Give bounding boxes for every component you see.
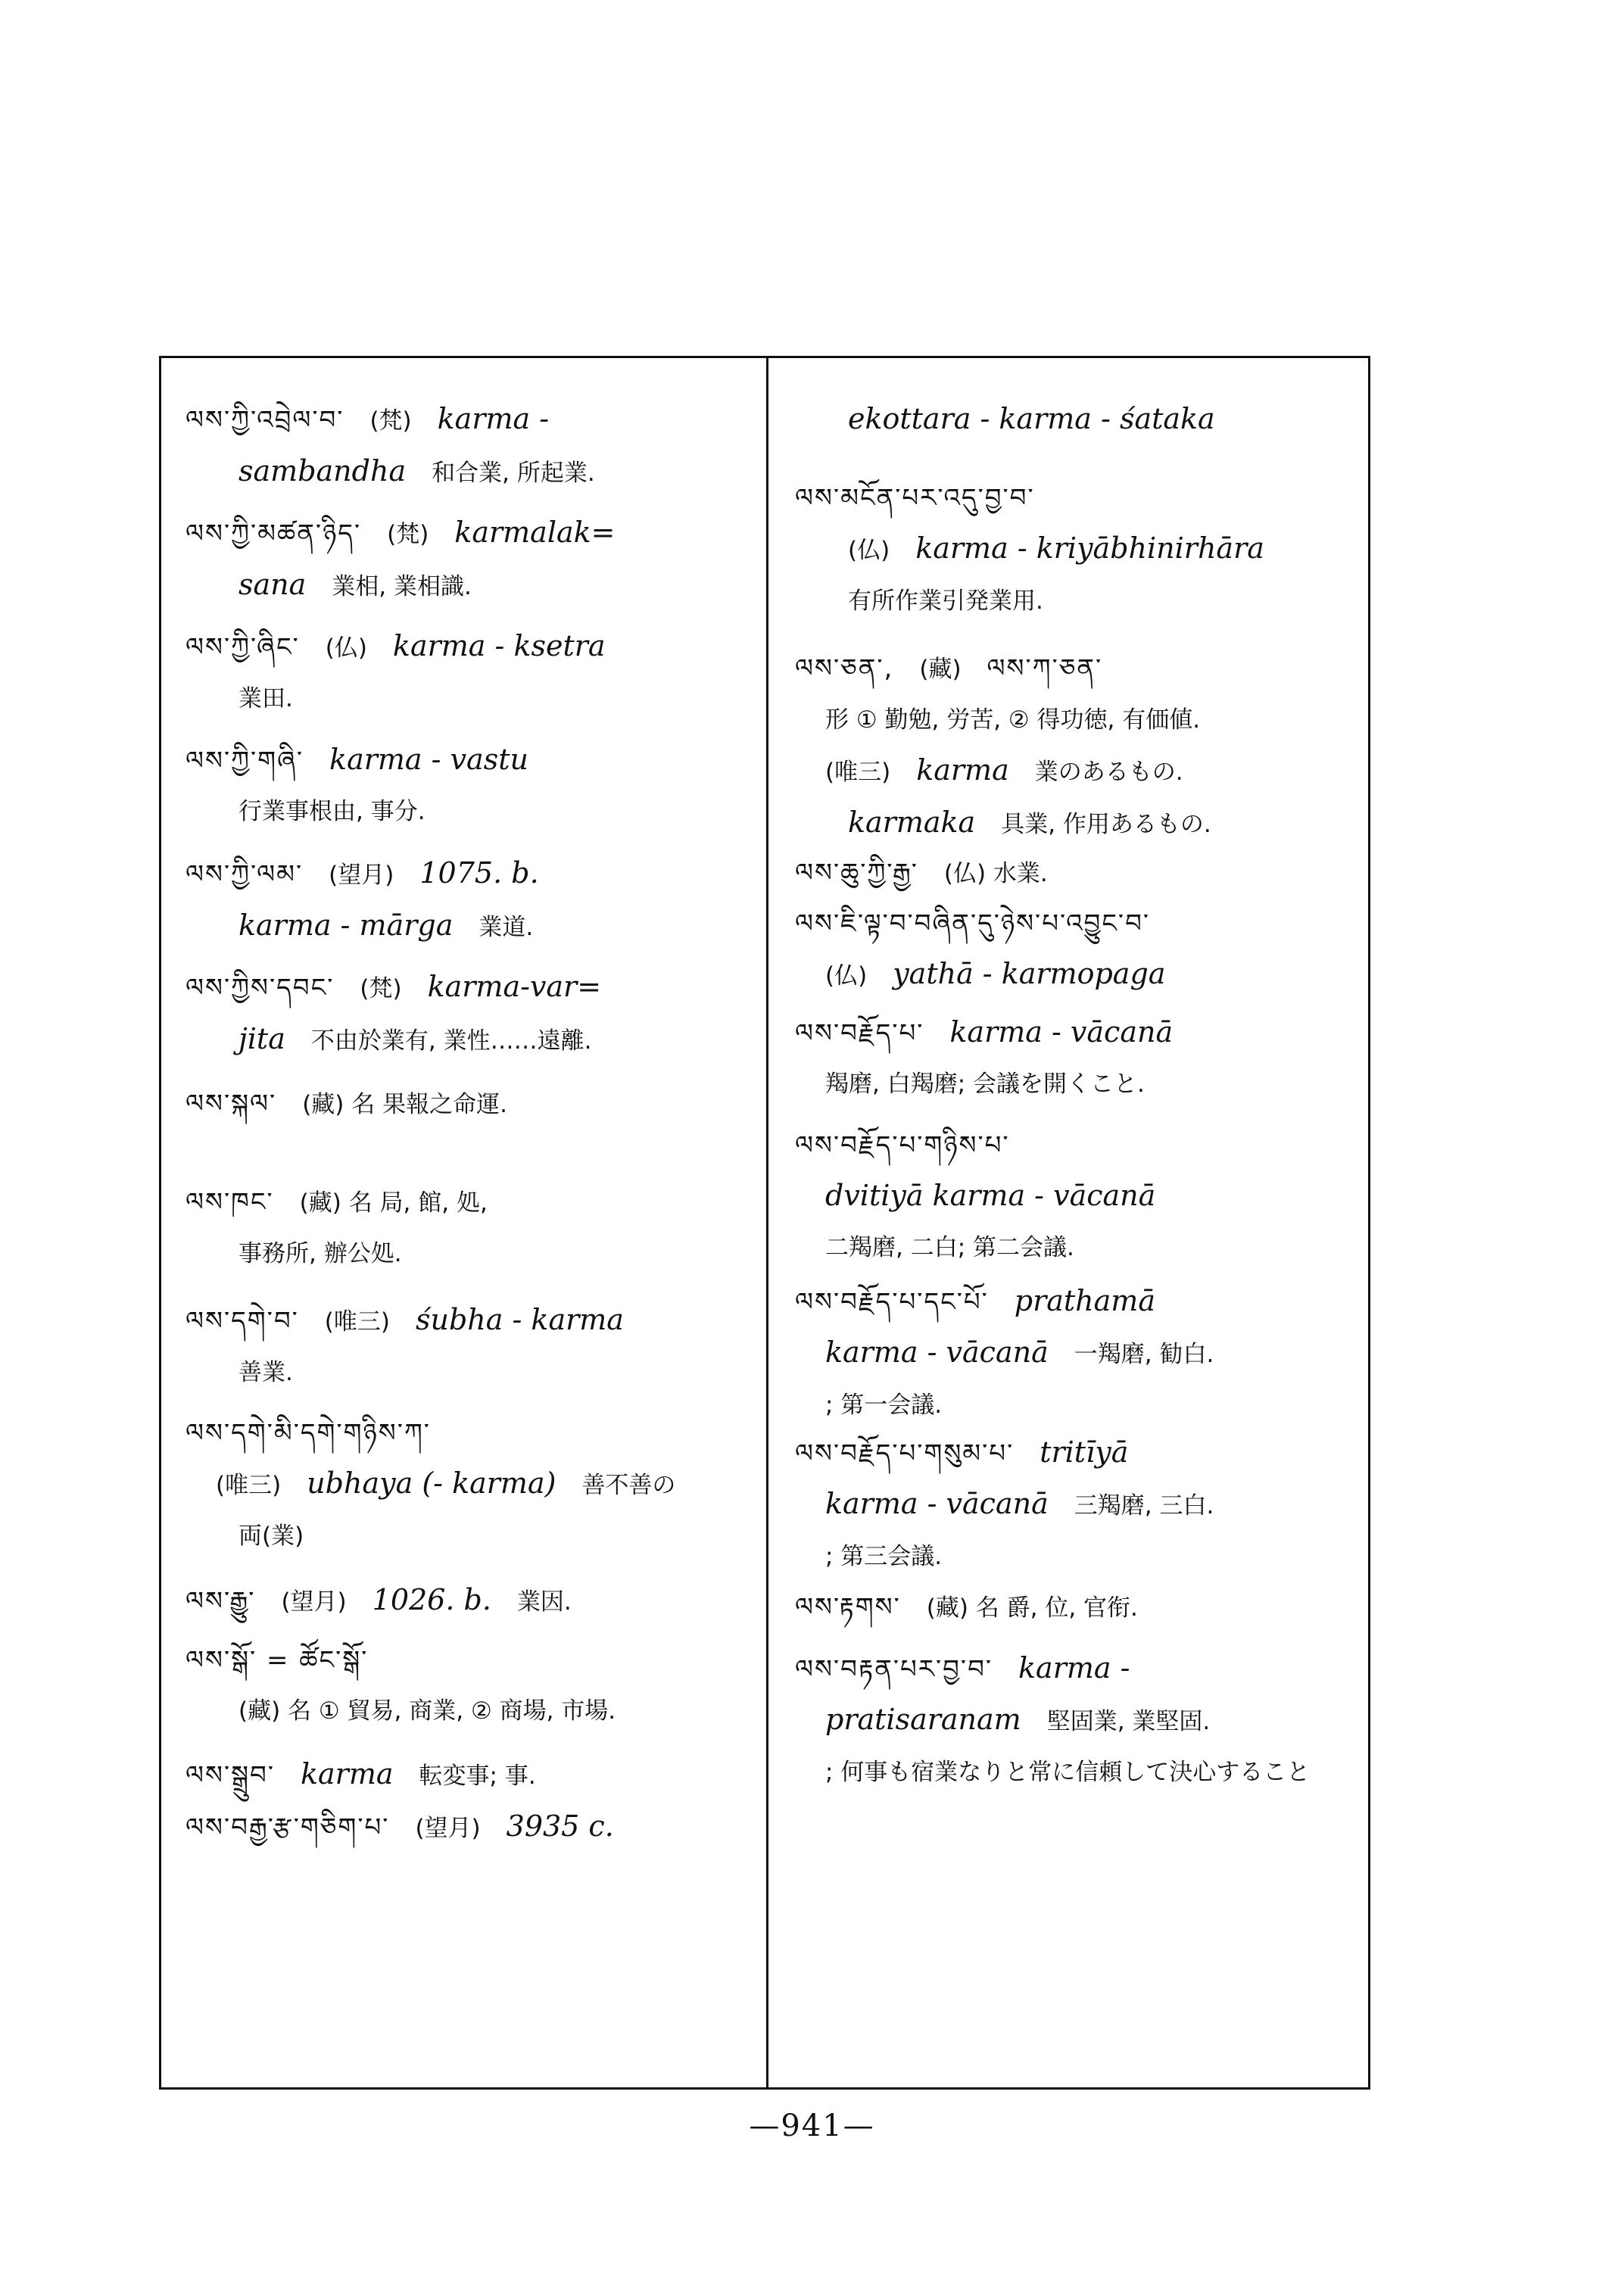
entry-headline bbox=[185, 394, 761, 446]
entry-line bbox=[795, 899, 1370, 949]
sanskrit-term: prathamā bbox=[1014, 1284, 1155, 1317]
sanskrit-term: dvitiyā karma - vācanā bbox=[825, 1179, 1156, 1212]
entry-line bbox=[795, 694, 1370, 745]
entry-line bbox=[185, 1228, 761, 1279]
tibetan-headword: ལས་སྒོ་ = ཚོང་སྒོ་ bbox=[185, 1645, 369, 1675]
definition-text: 羯磨, 白羯磨; 会議を開くこと. bbox=[825, 1071, 1145, 1098]
tibetan-headword: ལས་བརྗོད་པ་ bbox=[795, 1018, 924, 1049]
entry-line bbox=[795, 575, 1370, 626]
sanskrit-term: 1026. b. bbox=[372, 1583, 491, 1616]
sanskrit-term: 3935 c. bbox=[506, 1809, 614, 1843]
definition-text: (仏) bbox=[325, 634, 367, 662]
sanskrit-term: karma - vācanā bbox=[825, 1336, 1049, 1369]
definition-text: (藏) 名 ① 貿易, 商業, ② 商場, 市場. bbox=[238, 1697, 616, 1725]
entry-headline bbox=[795, 394, 1370, 445]
entry-headline bbox=[795, 1582, 1370, 1633]
column-divider bbox=[766, 357, 768, 2088]
entry-line bbox=[795, 1058, 1370, 1109]
definition-text: (望月) bbox=[415, 1815, 481, 1842]
dictionary-entry bbox=[795, 1582, 1370, 1633]
entry-line bbox=[795, 949, 1370, 1001]
tibetan-headword: ལས་དགེ་བ་ bbox=[185, 1306, 299, 1336]
sanskrit-term: karma - bbox=[437, 402, 550, 435]
entry-headline bbox=[185, 621, 761, 673]
definition-text: 堅固業, 業堅固. bbox=[1046, 1708, 1211, 1735]
definition-text: ; 何事も宿業なりと常に信頼して決心すること bbox=[825, 1759, 1311, 1786]
sanskrit-term: 1075. b. bbox=[419, 856, 539, 890]
entry-headline bbox=[185, 507, 761, 559]
definition-text: 三羯磨, 三白. bbox=[1074, 1492, 1214, 1519]
tibetan-headword: ལས་རྒྱུ་ bbox=[185, 1586, 256, 1616]
tibetan-headword: ལས་སྐལ་ bbox=[185, 1089, 277, 1119]
sanskrit-term: tritīyā bbox=[1040, 1435, 1129, 1469]
entry-line bbox=[185, 1347, 761, 1398]
entry-line bbox=[795, 1379, 1370, 1430]
entry-line bbox=[795, 797, 1370, 849]
entry-headline bbox=[185, 1295, 761, 1347]
sanskrit-term: karmalak= bbox=[454, 516, 616, 549]
entry-headline bbox=[185, 1575, 761, 1627]
definition-text: (唯三) bbox=[216, 1472, 282, 1499]
sanskrit-term: karma - kriyābhinirhāra bbox=[915, 531, 1264, 565]
definition-text: (梵) bbox=[387, 521, 429, 548]
definition-text: (望月) bbox=[281, 1588, 347, 1616]
definition-text: 行業事根由, 事分. bbox=[238, 798, 425, 825]
tibetan-headword: ལས་ཀྱི་འབྲེལ་བ་ bbox=[185, 405, 344, 435]
tibetan-headword: ལས་ཆུ་ཀྱི་རྒྱ་ bbox=[795, 858, 918, 888]
entry-headline bbox=[795, 1121, 1370, 1170]
dictionary-entry bbox=[185, 507, 761, 612]
definition-text: 和合業, 所起業. bbox=[432, 460, 595, 487]
sanskrit-term: karma - bbox=[1018, 1651, 1130, 1685]
entry-headline bbox=[185, 848, 761, 900]
definition-text: ; 第一会議. bbox=[825, 1392, 943, 1419]
entry-headline bbox=[185, 1177, 761, 1228]
definition-text: (藏) bbox=[919, 656, 962, 683]
entry-line bbox=[795, 1222, 1370, 1273]
tibetan-headword: ལས་ཀྱིས་དབང་ bbox=[185, 973, 335, 1003]
definition-text: 業因. bbox=[516, 1588, 572, 1616]
entry-line bbox=[795, 1747, 1370, 1797]
entry-headline bbox=[795, 1427, 1370, 1479]
sanskrit-term: yathā - karmopaga bbox=[893, 957, 1166, 990]
entry-headline bbox=[795, 1007, 1370, 1058]
tibetan-headword: ལས་རྟགས་ bbox=[795, 1592, 901, 1622]
dictionary-entry bbox=[185, 848, 761, 952]
sanskrit-term: karma - vācanā bbox=[949, 1015, 1174, 1049]
tibetan-headword: ལས་ཁང་ bbox=[185, 1187, 274, 1217]
sanskrit-term: karma - vācanā bbox=[825, 1487, 1049, 1520]
definition-text: (唯三) bbox=[825, 759, 891, 786]
tibetan-headword: ལས་ཀྱི་མཚན་ཉིད་ bbox=[185, 519, 362, 549]
sanskrit-term: karma - ksetra bbox=[392, 629, 606, 662]
sanskrit-term: sana bbox=[238, 568, 307, 601]
entry-line bbox=[185, 1801, 761, 1853]
entry-line bbox=[185, 1685, 761, 1736]
tibetan-headword: ལས་ཀྱི་ལམ་ bbox=[185, 859, 304, 890]
dictionary-entry bbox=[185, 1295, 761, 1398]
sanskrit-term: sambandha bbox=[238, 454, 407, 488]
dictionary-entry bbox=[185, 1749, 761, 1853]
definition-text: 形 ① 勤勉, 労苦, ② 得功徳, 有価値. bbox=[825, 706, 1201, 734]
entry-headline bbox=[185, 1079, 761, 1130]
entry-headline bbox=[185, 1635, 761, 1685]
sanskrit-term: karma bbox=[300, 1757, 394, 1791]
sanskrit-term: karma bbox=[916, 753, 1009, 787]
dictionary-entry bbox=[795, 1007, 1370, 1109]
sanskrit-term: ubhaya (- karma) bbox=[307, 1466, 556, 1500]
entry-headline bbox=[185, 1408, 761, 1458]
sanskrit-term: śubha - karma bbox=[416, 1303, 624, 1336]
tibetan-headword: ལས་ཇི་ལྟ་བ་བཞིན་དུ་ཉེས་པ་འབྱུང་བ་ bbox=[795, 909, 1151, 939]
entry-line bbox=[795, 1531, 1370, 1582]
dictionary-entry bbox=[185, 734, 761, 837]
entry-line bbox=[795, 1694, 1370, 1747]
page-number: —941— bbox=[749, 2109, 875, 2143]
dictionary-entry bbox=[795, 1121, 1370, 1273]
tibetan-headword: ལས་བརྗོད་པ་གསུམ་པ་ bbox=[795, 1438, 1015, 1469]
definition-text: (仏) 水業. bbox=[943, 860, 1048, 887]
entry-headline bbox=[185, 1749, 761, 1801]
definition-text: 業のあるもの. bbox=[1034, 759, 1183, 786]
definition-text: (唯三) bbox=[324, 1308, 390, 1336]
tibetan-headword: ལས་ཅན་, bbox=[795, 653, 894, 684]
definition-text: (梵) bbox=[369, 407, 412, 435]
dictionary-entry bbox=[185, 1575, 761, 1627]
tibetan-headword: ལས་ཀྱི་གཞི་ bbox=[185, 746, 304, 776]
sanskrit-term: pratisaranam bbox=[825, 1703, 1021, 1736]
entry-line bbox=[795, 745, 1370, 797]
entry-headline bbox=[795, 1276, 1370, 1327]
dictionary-entry bbox=[185, 1177, 761, 1279]
definition-text: 業道. bbox=[478, 914, 534, 941]
entry-line bbox=[185, 559, 761, 612]
definition-text: 事務所, 辦公処. bbox=[238, 1240, 402, 1267]
definition-text: (望月) bbox=[329, 862, 394, 889]
entry-line bbox=[185, 900, 761, 952]
sanskrit-term: karma-var= bbox=[427, 970, 602, 1003]
definition-text: 有所作業引発業用. bbox=[848, 588, 1043, 615]
definition-text: (藏) 名 爵, 位, 官衔. bbox=[926, 1594, 1138, 1622]
dictionary-entry bbox=[185, 394, 761, 498]
entry-headline bbox=[795, 1643, 1370, 1694]
tibetan-headword: ལས་བརྒྱ་རྩ་གཅིག་པ་ bbox=[185, 1812, 390, 1843]
entry-line bbox=[795, 1327, 1370, 1379]
definition-text: (仏) bbox=[825, 962, 868, 990]
tibetan-headword: ལས་བརྗོད་པ་དང་པོ་ bbox=[795, 1287, 989, 1317]
entry-line bbox=[185, 1458, 761, 1510]
tibetan-headword: ལས་དགེ་མི་དགེ་གཉིས་ཀ་ bbox=[185, 1418, 431, 1448]
definition-text: 業田. bbox=[238, 685, 293, 712]
definition-text: 業相, 業相識. bbox=[332, 573, 472, 600]
definition-text: 一羯磨, 勧白. bbox=[1074, 1341, 1214, 1368]
dictionary-entry bbox=[795, 394, 1370, 445]
entry-line bbox=[185, 1014, 761, 1066]
definition-text: 善業. bbox=[238, 1359, 293, 1386]
dictionary-entry bbox=[185, 621, 761, 724]
dictionary-entry bbox=[185, 1635, 761, 1736]
entry-line bbox=[185, 446, 761, 498]
dictionary-entry bbox=[795, 644, 1370, 849]
sanskrit-term: karma - mārga bbox=[238, 909, 454, 942]
dictionary-entry bbox=[795, 1643, 1370, 1797]
entry-headline bbox=[795, 644, 1370, 694]
dictionary-entry bbox=[185, 1079, 761, 1130]
entry-line bbox=[185, 673, 761, 724]
tibetan-headword: ལས་ཀྱི་ཞིང་ bbox=[185, 632, 300, 662]
dictionary-entry bbox=[185, 1408, 761, 1561]
entry-line bbox=[185, 1510, 761, 1561]
sanskrit-term: karma - vastu bbox=[329, 743, 528, 776]
definition-text: 転変事; 事. bbox=[419, 1763, 536, 1790]
entry-headline bbox=[795, 473, 1370, 523]
tibetan-headword: ལས་བརྟན་པར་བྱ་བ་ bbox=[795, 1654, 993, 1685]
definition-text: 善不善の bbox=[581, 1472, 676, 1499]
entry-line bbox=[795, 1479, 1370, 1531]
tibetan-headword: ལས་སྒྲུབ་ bbox=[185, 1760, 275, 1791]
entry-line bbox=[795, 1170, 1370, 1222]
definition-text: (藏) 名 局, 館, 処, bbox=[299, 1189, 488, 1217]
dictionary-entry bbox=[795, 1427, 1370, 1582]
tibetan-headword: ལས་ཀ་ཅན་ bbox=[987, 653, 1103, 684]
tibetan-headword: ལས་བརྗོད་པ་གཉིས་པ་ bbox=[795, 1130, 1010, 1161]
definition-text: 二羯磨, 二白; 第二会議. bbox=[825, 1234, 1074, 1261]
dictionary-entry bbox=[795, 1276, 1370, 1430]
definition-text: (仏) bbox=[848, 537, 890, 564]
definition-text: ; 第三会議. bbox=[825, 1543, 943, 1570]
sanskrit-term: karmaka bbox=[848, 806, 976, 839]
dictionary-entry bbox=[795, 473, 1370, 626]
entry-headline bbox=[185, 734, 761, 786]
definition-text: 具業, 作用あるもの. bbox=[1001, 811, 1211, 838]
sanskrit-term: jita bbox=[238, 1022, 285, 1055]
entry-headline bbox=[795, 848, 1370, 899]
tibetan-headword: ལས་མངོན་པར་འདུ་བྱ་བ་ bbox=[795, 483, 1035, 513]
definition-text: 不由於業有, 業性……遠離. bbox=[310, 1027, 592, 1055]
dictionary-entry bbox=[795, 848, 1370, 1001]
dictionary-entry bbox=[185, 962, 761, 1066]
entry-headline bbox=[185, 962, 761, 1014]
definition-text: (梵) bbox=[360, 975, 402, 1002]
definition-text: 両(業) bbox=[238, 1523, 304, 1550]
sanskrit-term: ekottara - karma - śataka bbox=[848, 402, 1215, 435]
entry-line bbox=[795, 523, 1370, 575]
entry-line bbox=[185, 786, 761, 837]
definition-text: (藏) 名 果報之命運. bbox=[302, 1091, 507, 1118]
